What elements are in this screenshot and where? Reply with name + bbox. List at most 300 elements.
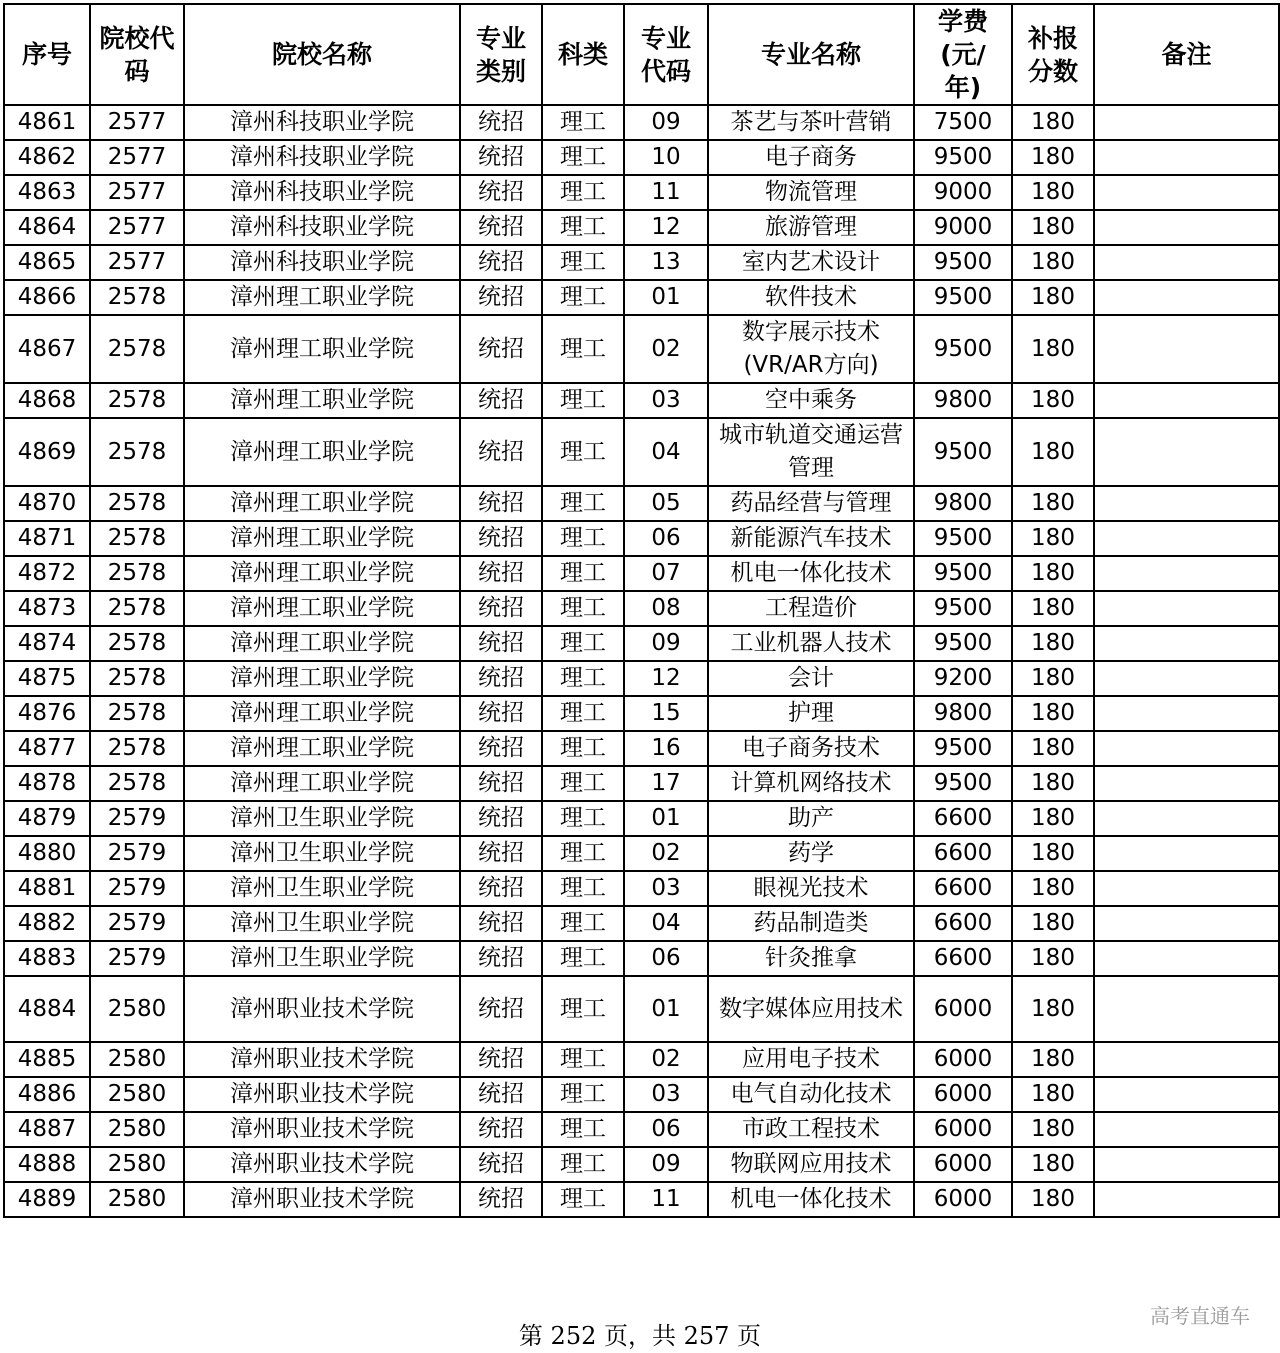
cell-school-code: 2577 bbox=[90, 210, 184, 245]
table-row bbox=[4, 418, 1279, 486]
cell-seq: 4867 bbox=[4, 315, 90, 383]
cell-major-type: 统招 bbox=[460, 591, 542, 626]
cell-major-type: 统招 bbox=[460, 383, 542, 418]
cell-school-code: 2578 bbox=[90, 661, 184, 696]
cell-score: 180 bbox=[1012, 418, 1094, 486]
cell-remark bbox=[1094, 906, 1279, 941]
cell-remark bbox=[1094, 941, 1279, 976]
cell-tuition: 9500 bbox=[914, 626, 1012, 661]
cell-school-name: 漳州卫生职业学院 bbox=[184, 906, 460, 941]
table-row bbox=[4, 210, 1279, 245]
cell-subject: 理工 bbox=[542, 105, 624, 140]
cell-tuition: 9500 bbox=[914, 521, 1012, 556]
cell-major-code: 04 bbox=[624, 418, 708, 486]
cell-major-type: 统招 bbox=[460, 661, 542, 696]
cell-school-code: 2578 bbox=[90, 486, 184, 521]
cell-school-code: 2578 bbox=[90, 280, 184, 315]
cell-seq: 4883 bbox=[4, 941, 90, 976]
cell-tuition: 6000 bbox=[914, 1112, 1012, 1147]
cell-seq: 4889 bbox=[4, 1182, 90, 1217]
cell-tuition: 9500 bbox=[914, 280, 1012, 315]
cell-remark bbox=[1094, 245, 1279, 280]
cell-school-code: 2577 bbox=[90, 105, 184, 140]
page-number: 第 252 页，共 257 页 bbox=[518, 1322, 762, 1350]
cell-school-name: 漳州理工职业学院 bbox=[184, 280, 460, 315]
cell-major-name: 物流管理 bbox=[708, 175, 914, 210]
cell-subject: 理工 bbox=[542, 941, 624, 976]
table-row bbox=[4, 766, 1279, 801]
cell-school-name: 漳州科技职业学院 bbox=[184, 175, 460, 210]
cell-school-code: 2580 bbox=[90, 1077, 184, 1112]
table-row bbox=[4, 486, 1279, 521]
cell-major-type: 统招 bbox=[460, 521, 542, 556]
cell-score: 180 bbox=[1012, 941, 1094, 976]
cell-school-name: 漳州理工职业学院 bbox=[184, 661, 460, 696]
cell-school-name: 漳州科技职业学院 bbox=[184, 210, 460, 245]
column-header-remark: 备注 bbox=[1094, 4, 1279, 105]
table-row bbox=[4, 661, 1279, 696]
cell-major-type: 统招 bbox=[460, 836, 542, 871]
cell-seq: 4884 bbox=[4, 976, 90, 1042]
cell-tuition: 9500 bbox=[914, 766, 1012, 801]
cell-school-code: 2579 bbox=[90, 871, 184, 906]
cell-school-name: 漳州理工职业学院 bbox=[184, 591, 460, 626]
cell-major-code: 02 bbox=[624, 836, 708, 871]
cell-major-name: 应用电子技术 bbox=[708, 1042, 914, 1077]
cell-subject: 理工 bbox=[542, 731, 624, 766]
cell-seq: 4873 bbox=[4, 591, 90, 626]
cell-major-name: 机电一体化技术 bbox=[708, 1182, 914, 1217]
table-row bbox=[4, 836, 1279, 871]
cell-seq: 4869 bbox=[4, 418, 90, 486]
cell-subject: 理工 bbox=[542, 210, 624, 245]
cell-major-name: 空中乘务 bbox=[708, 383, 914, 418]
cell-major-name: 城市轨道交通运营管理 bbox=[708, 418, 914, 486]
cell-tuition: 6000 bbox=[914, 1147, 1012, 1182]
table-row bbox=[4, 556, 1279, 591]
cell-subject: 理工 bbox=[542, 1077, 624, 1112]
cell-subject: 理工 bbox=[542, 696, 624, 731]
cell-major-type: 统招 bbox=[460, 280, 542, 315]
cell-major-name: 新能源汽车技术 bbox=[708, 521, 914, 556]
cell-seq: 4882 bbox=[4, 906, 90, 941]
table-row bbox=[4, 801, 1279, 836]
cell-school-code: 2580 bbox=[90, 1182, 184, 1217]
cell-remark bbox=[1094, 591, 1279, 626]
cell-remark bbox=[1094, 1112, 1279, 1147]
cell-school-name: 漳州理工职业学院 bbox=[184, 521, 460, 556]
cell-school-name: 漳州理工职业学院 bbox=[184, 418, 460, 486]
cell-school-name: 漳州理工职业学院 bbox=[184, 315, 460, 383]
cell-major-type: 统招 bbox=[460, 766, 542, 801]
table-row bbox=[4, 105, 1279, 140]
cell-tuition: 9500 bbox=[914, 731, 1012, 766]
cell-major-type: 统招 bbox=[460, 731, 542, 766]
cell-major-code: 12 bbox=[624, 661, 708, 696]
cell-subject: 理工 bbox=[542, 801, 624, 836]
cell-major-type: 统招 bbox=[460, 626, 542, 661]
cell-remark bbox=[1094, 1182, 1279, 1217]
cell-major-code: 01 bbox=[624, 280, 708, 315]
cell-seq: 4862 bbox=[4, 140, 90, 175]
cell-score: 180 bbox=[1012, 486, 1094, 521]
cell-major-code: 06 bbox=[624, 1112, 708, 1147]
column-header-school-code: 院校代 码 bbox=[90, 4, 184, 105]
cell-school-name: 漳州卫生职业学院 bbox=[184, 871, 460, 906]
header-row bbox=[4, 4, 1279, 105]
cell-major-type: 统招 bbox=[460, 871, 542, 906]
cell-score: 180 bbox=[1012, 661, 1094, 696]
cell-tuition: 9500 bbox=[914, 315, 1012, 383]
cell-remark bbox=[1094, 105, 1279, 140]
cell-subject: 理工 bbox=[542, 626, 624, 661]
cell-subject: 理工 bbox=[542, 486, 624, 521]
table-row bbox=[4, 1147, 1279, 1182]
cell-school-code: 2577 bbox=[90, 245, 184, 280]
cell-major-code: 09 bbox=[624, 626, 708, 661]
cell-major-type: 统招 bbox=[460, 140, 542, 175]
table-row bbox=[4, 175, 1279, 210]
cell-major-name: 工程造价 bbox=[708, 591, 914, 626]
cell-school-code: 2577 bbox=[90, 140, 184, 175]
cell-seq: 4885 bbox=[4, 1042, 90, 1077]
cell-remark bbox=[1094, 661, 1279, 696]
cell-tuition: 6600 bbox=[914, 871, 1012, 906]
cell-tuition: 9000 bbox=[914, 175, 1012, 210]
cell-major-code: 10 bbox=[624, 140, 708, 175]
cell-major-type: 统招 bbox=[460, 105, 542, 140]
cell-seq: 4879 bbox=[4, 801, 90, 836]
cell-tuition: 9000 bbox=[914, 210, 1012, 245]
cell-seq: 4874 bbox=[4, 626, 90, 661]
cell-tuition: 6000 bbox=[914, 976, 1012, 1042]
table-row bbox=[4, 140, 1279, 175]
column-header-major-code: 专业 代码 bbox=[624, 4, 708, 105]
cell-subject: 理工 bbox=[542, 976, 624, 1042]
cell-subject: 理工 bbox=[542, 906, 624, 941]
table-row bbox=[4, 626, 1279, 661]
cell-major-name: 工业机器人技术 bbox=[708, 626, 914, 661]
cell-school-name: 漳州卫生职业学院 bbox=[184, 941, 460, 976]
cell-remark bbox=[1094, 801, 1279, 836]
cell-tuition: 9500 bbox=[914, 591, 1012, 626]
cell-school-code: 2578 bbox=[90, 766, 184, 801]
cell-subject: 理工 bbox=[542, 383, 624, 418]
table-row bbox=[4, 1077, 1279, 1112]
cell-school-name: 漳州职业技术学院 bbox=[184, 1147, 460, 1182]
cell-subject: 理工 bbox=[542, 315, 624, 383]
cell-major-code: 11 bbox=[624, 1182, 708, 1217]
cell-school-name: 漳州理工职业学院 bbox=[184, 626, 460, 661]
cell-major-code: 06 bbox=[624, 521, 708, 556]
cell-school-code: 2578 bbox=[90, 626, 184, 661]
cell-major-code: 15 bbox=[624, 696, 708, 731]
cell-major-type: 统招 bbox=[460, 1112, 542, 1147]
cell-score: 180 bbox=[1012, 1147, 1094, 1182]
cell-remark bbox=[1094, 871, 1279, 906]
cell-school-name: 漳州科技职业学院 bbox=[184, 245, 460, 280]
cell-school-code: 2578 bbox=[90, 696, 184, 731]
cell-major-type: 统招 bbox=[460, 175, 542, 210]
cell-subject: 理工 bbox=[542, 245, 624, 280]
cell-tuition: 9200 bbox=[914, 661, 1012, 696]
cell-score: 180 bbox=[1012, 731, 1094, 766]
cell-tuition: 6000 bbox=[914, 1182, 1012, 1217]
cell-remark bbox=[1094, 696, 1279, 731]
cell-tuition: 9500 bbox=[914, 140, 1012, 175]
cell-major-type: 统招 bbox=[460, 801, 542, 836]
cell-seq: 4877 bbox=[4, 731, 90, 766]
cell-subject: 理工 bbox=[542, 661, 624, 696]
cell-subject: 理工 bbox=[542, 175, 624, 210]
cell-remark bbox=[1094, 315, 1279, 383]
cell-seq: 4878 bbox=[4, 766, 90, 801]
cell-school-code: 2579 bbox=[90, 836, 184, 871]
cell-major-type: 统招 bbox=[460, 1077, 542, 1112]
cell-school-name: 漳州职业技术学院 bbox=[184, 976, 460, 1042]
cell-subject: 理工 bbox=[542, 280, 624, 315]
cell-school-code: 2580 bbox=[90, 1112, 184, 1147]
cell-major-code: 03 bbox=[624, 383, 708, 418]
cell-school-name: 漳州职业技术学院 bbox=[184, 1077, 460, 1112]
cell-major-name: 旅游管理 bbox=[708, 210, 914, 245]
cell-major-type: 统招 bbox=[460, 245, 542, 280]
cell-seq: 4866 bbox=[4, 280, 90, 315]
cell-major-code: 08 bbox=[624, 591, 708, 626]
cell-major-name: 室内艺术设计 bbox=[708, 245, 914, 280]
cell-tuition: 9500 bbox=[914, 245, 1012, 280]
cell-remark bbox=[1094, 556, 1279, 591]
cell-major-code: 02 bbox=[624, 315, 708, 383]
cell-score: 180 bbox=[1012, 591, 1094, 626]
cell-seq: 4861 bbox=[4, 105, 90, 140]
table-row bbox=[4, 245, 1279, 280]
cell-remark bbox=[1094, 175, 1279, 210]
column-header-subject: 科类 bbox=[542, 4, 624, 105]
cell-major-name: 茶艺与茶叶营销 bbox=[708, 105, 914, 140]
cell-major-type: 统招 bbox=[460, 1042, 542, 1077]
cell-remark bbox=[1094, 1147, 1279, 1182]
cell-major-type: 统招 bbox=[460, 976, 542, 1042]
cell-subject: 理工 bbox=[542, 1042, 624, 1077]
cell-major-name: 药学 bbox=[708, 836, 914, 871]
cell-major-code: 03 bbox=[624, 1077, 708, 1112]
cell-subject: 理工 bbox=[542, 766, 624, 801]
cell-major-type: 统招 bbox=[460, 696, 542, 731]
cell-seq: 4881 bbox=[4, 871, 90, 906]
cell-major-code: 13 bbox=[624, 245, 708, 280]
cell-score: 180 bbox=[1012, 315, 1094, 383]
cell-major-code: 16 bbox=[624, 731, 708, 766]
cell-remark bbox=[1094, 140, 1279, 175]
table-row bbox=[4, 521, 1279, 556]
cell-remark bbox=[1094, 836, 1279, 871]
cell-major-type: 统招 bbox=[460, 1147, 542, 1182]
cell-major-code: 09 bbox=[624, 1147, 708, 1182]
column-header-tuition: 学费 (元/ 年) bbox=[914, 4, 1012, 105]
table-row bbox=[4, 976, 1279, 1042]
cell-subject: 理工 bbox=[542, 591, 624, 626]
cell-seq: 4871 bbox=[4, 521, 90, 556]
cell-tuition: 6600 bbox=[914, 906, 1012, 941]
cell-school-name: 漳州理工职业学院 bbox=[184, 556, 460, 591]
cell-major-name: 数字展示技术(VR/AR方向) bbox=[708, 315, 914, 383]
cell-school-name: 漳州理工职业学院 bbox=[184, 766, 460, 801]
cell-major-code: 12 bbox=[624, 210, 708, 245]
cell-major-type: 统招 bbox=[460, 315, 542, 383]
cell-major-code: 02 bbox=[624, 1042, 708, 1077]
cell-remark bbox=[1094, 976, 1279, 1042]
cell-major-code: 05 bbox=[624, 486, 708, 521]
cell-school-name: 漳州理工职业学院 bbox=[184, 486, 460, 521]
cell-seq: 4886 bbox=[4, 1077, 90, 1112]
cell-tuition: 7500 bbox=[914, 105, 1012, 140]
cell-subject: 理工 bbox=[542, 836, 624, 871]
cell-remark bbox=[1094, 280, 1279, 315]
column-header-score: 补报 分数 bbox=[1012, 4, 1094, 105]
table-row bbox=[4, 280, 1279, 315]
cell-score: 180 bbox=[1012, 140, 1094, 175]
cell-tuition: 6000 bbox=[914, 1077, 1012, 1112]
cell-score: 180 bbox=[1012, 521, 1094, 556]
cell-remark bbox=[1094, 383, 1279, 418]
cell-score: 180 bbox=[1012, 1112, 1094, 1147]
cell-major-code: 11 bbox=[624, 175, 708, 210]
cell-school-code: 2578 bbox=[90, 383, 184, 418]
cell-score: 180 bbox=[1012, 280, 1094, 315]
cell-major-code: 01 bbox=[624, 976, 708, 1042]
table-header bbox=[4, 4, 1279, 105]
cell-major-type: 统招 bbox=[460, 906, 542, 941]
table-row bbox=[4, 315, 1279, 383]
cell-tuition: 9800 bbox=[914, 383, 1012, 418]
cell-subject: 理工 bbox=[542, 1112, 624, 1147]
cell-seq: 4865 bbox=[4, 245, 90, 280]
cell-subject: 理工 bbox=[542, 521, 624, 556]
cell-tuition: 9800 bbox=[914, 696, 1012, 731]
cell-major-name: 计算机网络技术 bbox=[708, 766, 914, 801]
cell-school-name: 漳州理工职业学院 bbox=[184, 731, 460, 766]
cell-school-name: 漳州科技职业学院 bbox=[184, 140, 460, 175]
cell-school-name: 漳州职业技术学院 bbox=[184, 1182, 460, 1217]
cell-score: 180 bbox=[1012, 175, 1094, 210]
cell-major-name: 电气自动化技术 bbox=[708, 1077, 914, 1112]
cell-seq: 4875 bbox=[4, 661, 90, 696]
cell-score: 180 bbox=[1012, 1077, 1094, 1112]
column-header-seq: 序号 bbox=[4, 4, 90, 105]
cell-remark bbox=[1094, 731, 1279, 766]
cell-remark bbox=[1094, 1077, 1279, 1112]
cell-seq: 4863 bbox=[4, 175, 90, 210]
table-row bbox=[4, 591, 1279, 626]
cell-major-name: 护理 bbox=[708, 696, 914, 731]
cell-score: 180 bbox=[1012, 766, 1094, 801]
cell-major-type: 统招 bbox=[460, 486, 542, 521]
cell-seq: 4864 bbox=[4, 210, 90, 245]
cell-score: 180 bbox=[1012, 976, 1094, 1042]
cell-remark bbox=[1094, 418, 1279, 486]
cell-school-code: 2578 bbox=[90, 591, 184, 626]
cell-school-code: 2580 bbox=[90, 976, 184, 1042]
admission-table bbox=[3, 3, 1280, 1218]
cell-tuition: 9800 bbox=[914, 486, 1012, 521]
cell-remark bbox=[1094, 486, 1279, 521]
cell-major-code: 17 bbox=[624, 766, 708, 801]
cell-school-code: 2578 bbox=[90, 418, 184, 486]
cell-major-code: 04 bbox=[624, 906, 708, 941]
table-row bbox=[4, 731, 1279, 766]
table-body bbox=[4, 105, 1279, 1217]
cell-remark bbox=[1094, 1042, 1279, 1077]
cell-major-name: 会计 bbox=[708, 661, 914, 696]
cell-school-code: 2580 bbox=[90, 1042, 184, 1077]
cell-subject: 理工 bbox=[542, 871, 624, 906]
column-header-major-type: 专业 类别 bbox=[460, 4, 542, 105]
cell-tuition: 6600 bbox=[914, 941, 1012, 976]
cell-score: 180 bbox=[1012, 556, 1094, 591]
cell-tuition: 9500 bbox=[914, 418, 1012, 486]
table-row bbox=[4, 1112, 1279, 1147]
cell-score: 180 bbox=[1012, 696, 1094, 731]
cell-school-code: 2578 bbox=[90, 521, 184, 556]
cell-school-name: 漳州卫生职业学院 bbox=[184, 836, 460, 871]
cell-major-code: 09 bbox=[624, 105, 708, 140]
table-row bbox=[4, 696, 1279, 731]
cell-school-name: 漳州科技职业学院 bbox=[184, 105, 460, 140]
cell-score: 180 bbox=[1012, 1042, 1094, 1077]
cell-major-name: 市政工程技术 bbox=[708, 1112, 914, 1147]
table-row bbox=[4, 1182, 1279, 1217]
cell-major-type: 统招 bbox=[460, 556, 542, 591]
cell-remark bbox=[1094, 521, 1279, 556]
cell-subject: 理工 bbox=[542, 140, 624, 175]
cell-major-name: 助产 bbox=[708, 801, 914, 836]
cell-score: 180 bbox=[1012, 383, 1094, 418]
cell-major-name: 药品制造类 bbox=[708, 906, 914, 941]
cell-major-name: 眼视光技术 bbox=[708, 871, 914, 906]
cell-school-code: 2578 bbox=[90, 315, 184, 383]
cell-score: 180 bbox=[1012, 836, 1094, 871]
cell-seq: 4880 bbox=[4, 836, 90, 871]
cell-school-name: 漳州理工职业学院 bbox=[184, 383, 460, 418]
cell-score: 180 bbox=[1012, 105, 1094, 140]
cell-major-name: 电子商务 bbox=[708, 140, 914, 175]
table-row bbox=[4, 1042, 1279, 1077]
column-header-school-name: 院校名称 bbox=[184, 4, 460, 105]
cell-tuition: 6600 bbox=[914, 836, 1012, 871]
column-header-major-name: 专业名称 bbox=[708, 4, 914, 105]
cell-seq: 4888 bbox=[4, 1147, 90, 1182]
cell-major-name: 物联网应用技术 bbox=[708, 1147, 914, 1182]
cell-subject: 理工 bbox=[542, 1147, 624, 1182]
cell-major-type: 统招 bbox=[460, 1182, 542, 1217]
cell-school-code: 2577 bbox=[90, 175, 184, 210]
cell-major-code: 06 bbox=[624, 941, 708, 976]
cell-major-name: 机电一体化技术 bbox=[708, 556, 914, 591]
cell-major-code: 01 bbox=[624, 801, 708, 836]
cell-tuition: 6600 bbox=[914, 801, 1012, 836]
cell-remark bbox=[1094, 766, 1279, 801]
cell-school-name: 漳州职业技术学院 bbox=[184, 1112, 460, 1147]
table-row bbox=[4, 906, 1279, 941]
cell-score: 180 bbox=[1012, 245, 1094, 280]
cell-school-name: 漳州职业技术学院 bbox=[184, 1042, 460, 1077]
cell-major-code: 07 bbox=[624, 556, 708, 591]
cell-school-code: 2578 bbox=[90, 556, 184, 591]
cell-school-name: 漳州卫生职业学院 bbox=[184, 801, 460, 836]
table-row bbox=[4, 871, 1279, 906]
cell-score: 180 bbox=[1012, 210, 1094, 245]
